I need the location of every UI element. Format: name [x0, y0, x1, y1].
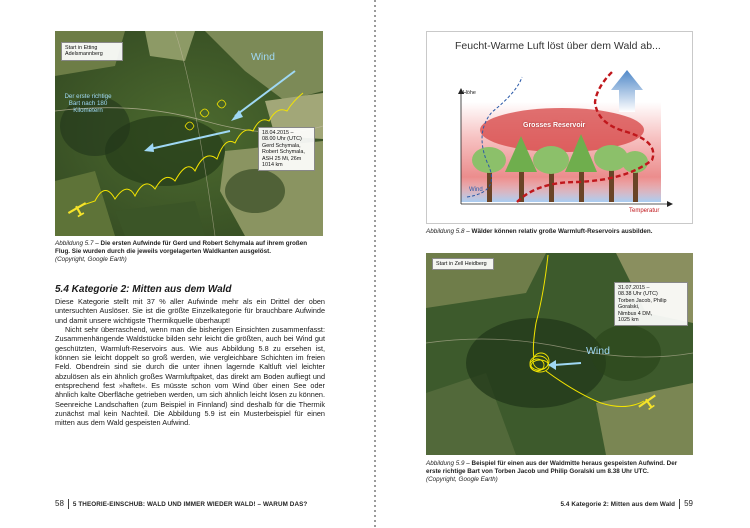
- figure-5-8-diagram: [426, 31, 693, 224]
- info-line: 08.00 Uhr (UTC): [262, 136, 302, 143]
- info-line: 08.38 Uhr (UTC): [618, 291, 658, 298]
- caption-copyright: (Copyright, Google Earth): [55, 256, 127, 263]
- figure-5-7-map: [55, 31, 323, 236]
- caption-copyright: (Copyright, Google Earth): [426, 476, 498, 483]
- info-line: 1025 km: [618, 317, 639, 324]
- page-number: 59: [684, 499, 693, 508]
- x-axis-label: Temperatur: [629, 208, 660, 214]
- info-line: Torben Jacob, Philip Goralski,: [618, 297, 667, 311]
- section-heading: 5.4 Kategorie 2: Mitten aus dem Wald: [55, 284, 232, 295]
- footer-divider: [679, 499, 680, 509]
- paragraph: Nicht sehr überraschend, wenn man die bisherigen Einsichten zusammenfasst: Zusammenhängende Waldstücke bilden sehr leicht die größten, auch bei Wind gut geschützten, Warmluft-Reservoirs aus. Wie aus Abbildung 5.8 zu ersehen ist, können sie leicht doppelt so groß werden, wie vergleichbare Schichten im freien Feld. Obendrein sind sie durch die unter ihnen lagernde Kaltluft viel leichter abzulösen als ein ähnlich großes Warmluftpaket, das direkt am Boden aufliegt und entsprechend fest »haftet«. Es müsste schon vom Wind über einen See oder ähnlich kalte Oberfläche getrieben werden, um sich ähnlich leicht lösen zu können. Seenreiche Landschaften (zum Beispiel in Finnland) sind deshalb für die Thermik zunächst mal kein Nachteil. Die Abbildung 5.9 ist ein Musterbeispiel für einen mitten aus dem Wald gespeisten Aufwind.: [55, 325, 325, 428]
- flight-info-box: [614, 282, 688, 326]
- footer-divider: [68, 499, 69, 509]
- reservoir-label: Grosses Reservoir: [523, 122, 586, 129]
- info-line: Gerd Schymala,: [262, 142, 301, 149]
- running-head: 5.4 Kategorie 2: Mitten aus dem Wald: [560, 501, 676, 508]
- info-line: 1014 km: [262, 162, 283, 169]
- bart-label: Der erste richtige Bart nach 180 Kilometern: [64, 93, 112, 114]
- figure-5-9-caption: [426, 460, 693, 484]
- running-head: 5 THEORIE-EINSCHUB: WALD UND IMMER WIEDER WALD! – WARUM DAS?: [72, 501, 308, 508]
- paragraph: Diese Kategorie stellt mit 37 % aller Aufwinde mehr als ein Drittel der oben untersuchten Auslöser. Sie ist die größte Einzelkategorie für brauchbare Aufwinde und damit unsere wichtigste Thermikquelle überhaupt!: [55, 297, 325, 325]
- diagram-title: Feucht-Warme Luft löst über dem Wald ab...: [455, 40, 661, 52]
- flight-info-box: [258, 127, 315, 171]
- right-page: [376, 0, 750, 528]
- start-label-zell: Start in Zell Heidberg: [432, 258, 494, 270]
- figure-5-9-map: [426, 253, 693, 455]
- info-line: ASH 25 Mi, 26m: [262, 155, 302, 162]
- caption-body: Beispiel für einen aus der Waldmitte heraus gespeisten Aufwind. Der erste richtige Bart von Torben Jacob und Philip Goralski um 8.38 Uhr UTC.: [426, 460, 678, 475]
- info-line: 31.07.2015 –: [618, 285, 650, 291]
- figure-5-8-caption: [426, 228, 693, 236]
- info-line: Nimbus 4 DM,: [618, 310, 653, 317]
- caption-body: Wälder können relativ große Warmluft-Reservoirs ausbilden.: [471, 228, 653, 235]
- caption-number: Abbildung 5.8 –: [426, 228, 470, 235]
- page-number: 58: [55, 499, 64, 508]
- caption-number: Abbildung 5.7 –: [55, 240, 99, 247]
- wind-label: Wind: [586, 345, 610, 357]
- caption-body: Die ersten Aufwinde für Gerd und Robert Schymala auf ihrem großen Flug. Sie wurden durch die jeweils vorgelagerten Waldkanten ausgelöst.: [55, 240, 308, 255]
- page-footer-right: [560, 499, 693, 509]
- left-page: [0, 0, 374, 528]
- wind-label: Wind: [251, 51, 275, 63]
- page-footer-left: [55, 499, 307, 509]
- info-line: Robert Schymala,: [262, 149, 305, 156]
- start-label-etting: Start in Etting Adelsmannberg: [61, 42, 123, 61]
- body-text: [55, 297, 325, 428]
- info-line: 18.04.2015 –: [262, 130, 294, 136]
- wind-profile-label: Wind: [469, 187, 483, 193]
- figure-5-7-caption: [55, 240, 323, 264]
- caption-number: Abbildung 5.9 –: [426, 460, 470, 467]
- y-axis-label: Höhe: [463, 90, 476, 96]
